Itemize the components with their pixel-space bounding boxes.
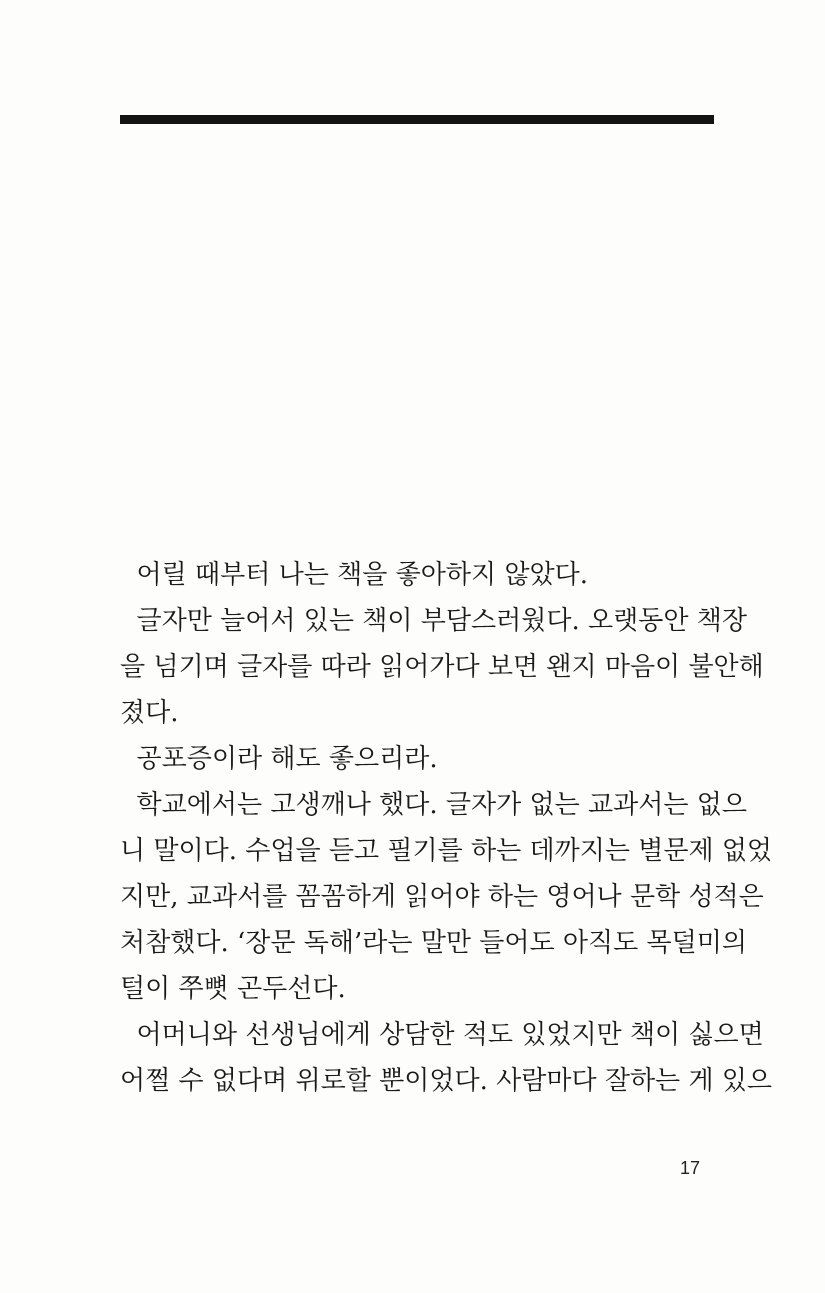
text-line: 처참했다. ‘장문 독해’라는 말만 들어도 아직도 목덜미의 [120, 928, 747, 958]
text-line: 을 넘기며 글자를 따라 읽어가다 보면 왠지 마음이 불안해 [120, 652, 764, 682]
text-line: 졌다. [120, 698, 179, 728]
text-line: 학교에서는 고생깨나 했다. 글자가 없는 교과서는 없으 [120, 790, 747, 820]
chapter-top-rule [120, 115, 714, 124]
text-line: 글자만 늘어서 있는 책이 부담스러웠다. 오랫동안 책장 [120, 606, 747, 636]
text-line: 어쩔 수 없다며 위로할 뿐이었다. 사람마다 잘하는 게 있으 [120, 1066, 773, 1096]
text-line: 지만, 교과서를 꼼꼼하게 읽어야 하는 영어나 문학 성적은 [120, 882, 764, 912]
page-number: 17 [680, 1158, 701, 1178]
text-line: 니 말이다. 수업을 듣고 필기를 하는 데까지는 별문제 없었 [120, 836, 773, 866]
text-line: 털이 쭈뼛 곤두선다. [120, 974, 346, 1004]
text-line: 어릴 때부터 나는 책을 좋아하지 않았다. [120, 560, 588, 590]
text-line: 공포증이라 해도 좋으리라. [120, 744, 438, 774]
text-line: 어머니와 선생님에게 상담한 적도 있었지만 책이 싫으면 [120, 1020, 764, 1050]
